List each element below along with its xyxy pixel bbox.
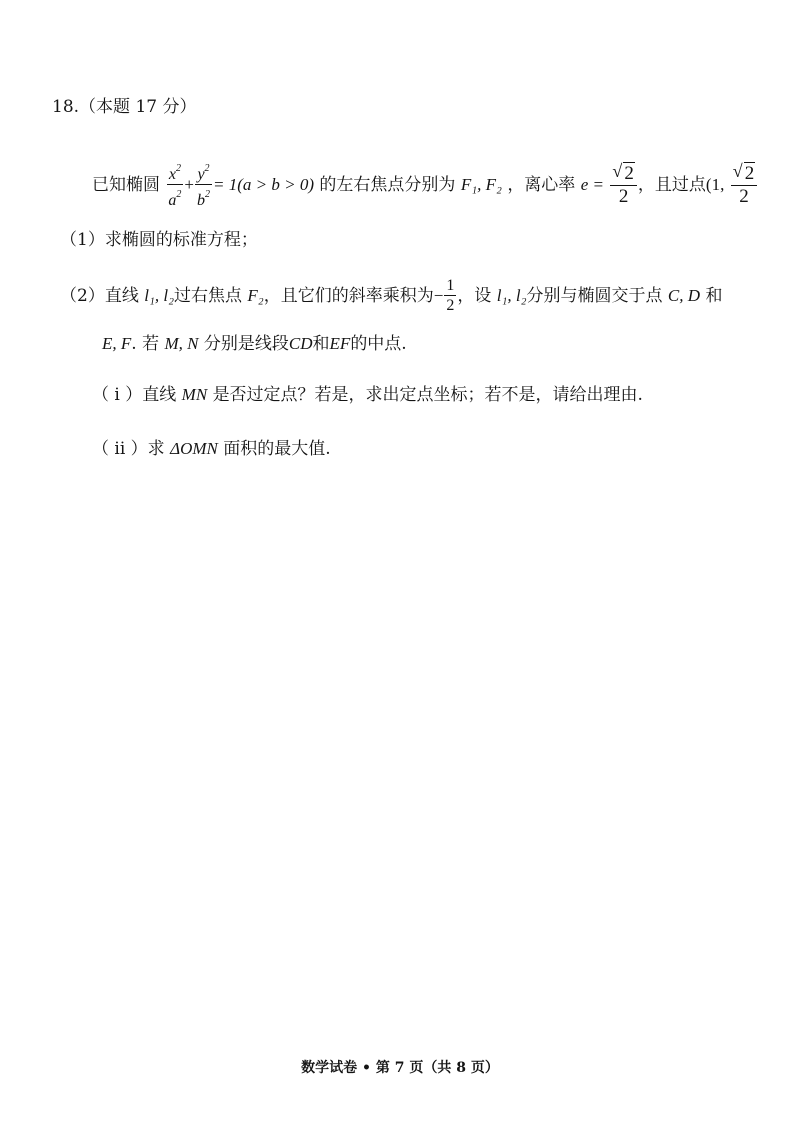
intro-text-3: ，离心率 <box>507 175 576 195</box>
ellipse-equation-rhs: = 1(a > b > 0) <box>213 175 314 194</box>
fraction-point-y: √ 2 2 <box>731 163 758 208</box>
fraction-sqrt2-over-2: √ 2 2 <box>610 163 637 208</box>
fraction-y2-b2: $\frac{y^2}{b^2}$ <box>195 160 212 211</box>
point-open: (1, <box>705 175 725 194</box>
problem-intro <box>92 160 758 208</box>
fraction-one-half: $\frac{1}{2}$ <box>446 277 455 314</box>
problem-header: 18.（本题 17 分） <box>52 97 197 117</box>
intro-text-2: 的左右焦点分别为 <box>319 175 456 195</box>
sub-question-i: （ i ）直线 MN 是否过定点？若是，求出定点坐标；若不是，请给出理由. <box>92 385 643 405</box>
intro-text-4: ，且过点 <box>637 175 706 195</box>
page-footer: 数学试卷 • 第 7 页（共 8 页） <box>301 1060 499 1076</box>
part-2: （2）直线 l₁, l₂过右焦点 F₂，且它们的斜率乘积为− $\frac{1}{2}$ ，设 l₁, l₂分别与椭圆交于点 C, D 和 <box>60 277 723 314</box>
eccentricity-label: e = <box>580 175 604 194</box>
plus-sign: + <box>184 175 194 194</box>
fraction-x2-a2: $\frac{x^2}{a^2}$ <box>166 160 183 211</box>
foci-label: F₁, F₂ <box>460 175 502 194</box>
sub-question-ii: （ ii ）求 ΔOMN 面积的最大值. <box>92 439 331 459</box>
part-1: （1）求椭圆的标准方程； <box>60 230 258 250</box>
intro-text-1: 已知椭圆 <box>92 175 160 195</box>
part-2-continued: E, F. 若 M, N 分别是线段CD和EF的中点. <box>102 334 407 354</box>
